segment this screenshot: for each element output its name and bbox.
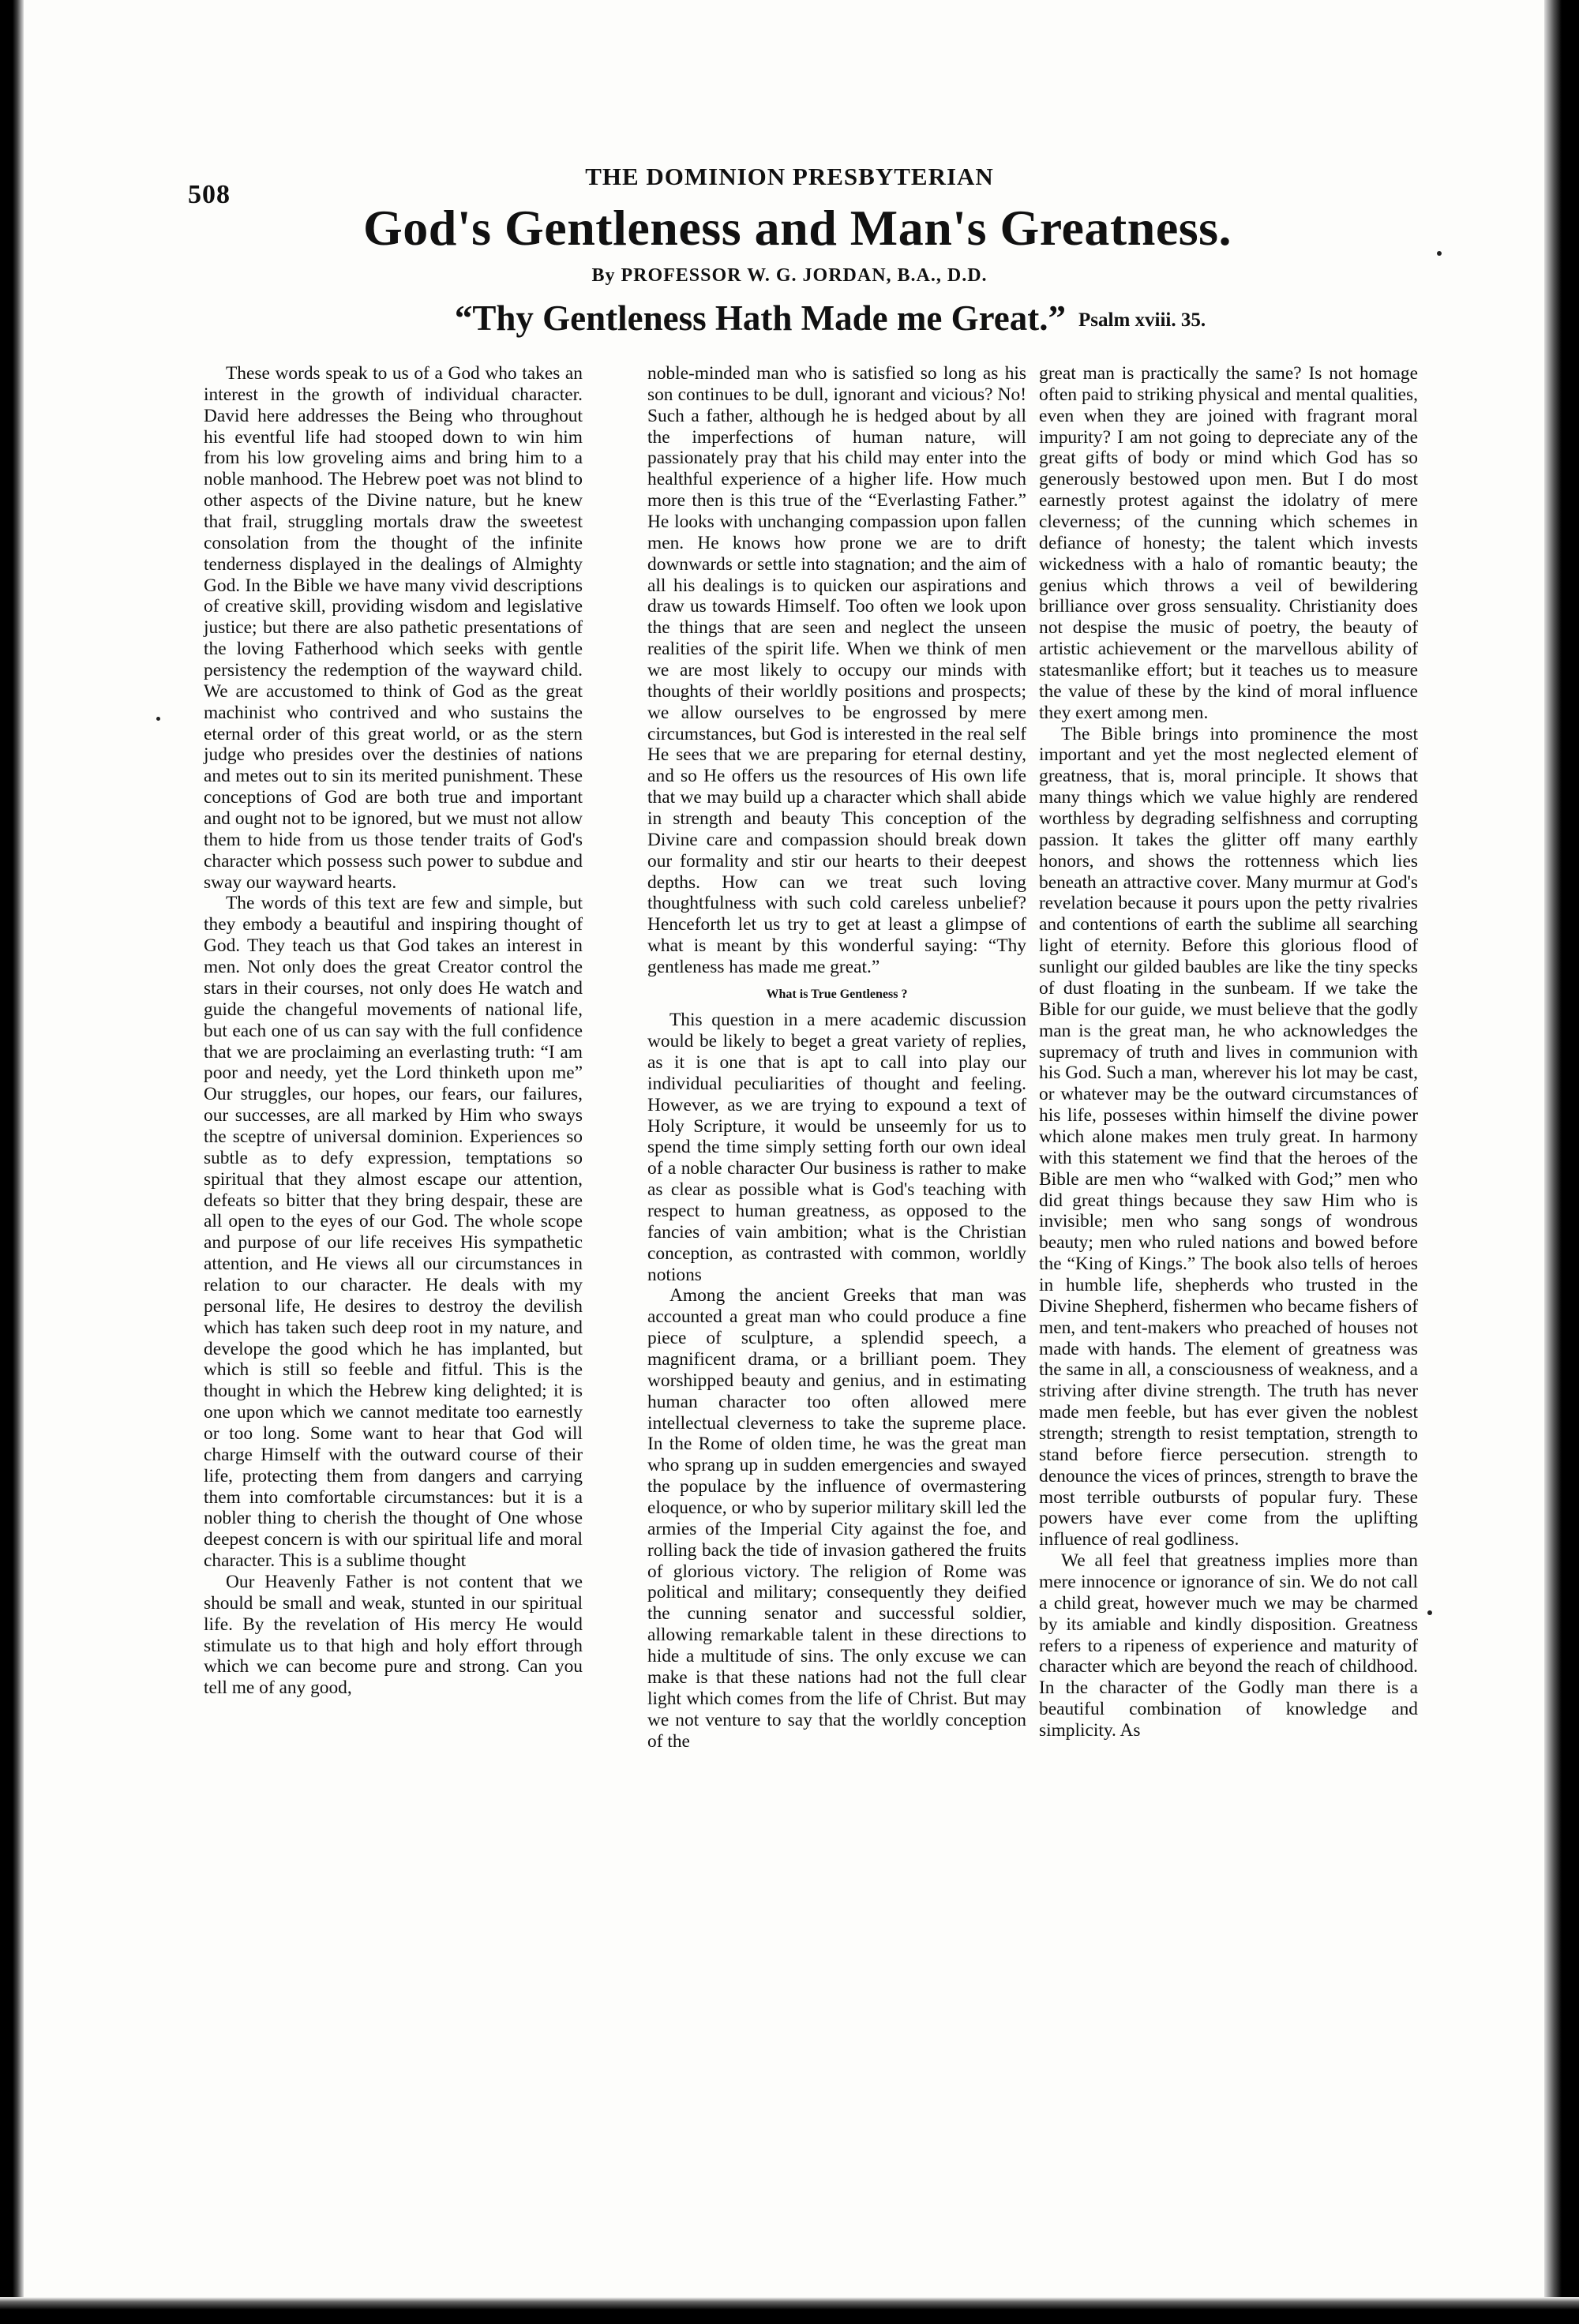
scan-border-bottom <box>0 2297 1579 2324</box>
paragraph: These words speak to us of a God who takes an interest in the growth of individual character. David here addresses the Being who throughout his eventful life had stooped down to win him from his low groveling aims and bring him to a noble manhood. The Hebrew poet was not blind to other aspects of the Divine nature, but he knew that frail, struggling mortals draw the sweetest consolation from the thought of the infinite tenderness displayed in the dealings of Almighty God. In the Bible we have many vivid descriptions of creative skill, providing wisdom and legislative justice; but there are also pathetic presentations of the loving Fatherhood which seeks with gentle persistency the redemption of the wayward child. We are accustomed to think of God as the great machinist who contrived and who sustains the eternal order of this great world, or as the stern judge who presides over the destinies of nations and metes out to sin its merited punishment. These conceptions of God are both true and important and ought not to be ignored, but we must not allow them to hide from us those tender traits of God's character which possess such power to subdue and sway our wayward hearts. <box>204 363 583 893</box>
ink-speck <box>156 717 160 721</box>
section-heading: What is True Gentleness ? <box>766 987 908 1001</box>
paragraph: The Bible brings into prominence the most important and yet the most neglected element of greatness, that is, moral principle. It shows that many things which we value highly are rendered worthless by degrading selfishness and corrupting passion. It takes the glitter off many earthly honors, and shows the rottenness which lies beneath an attractive cover. Many murmur at God's revelation because it pours upon the petty rivalries and contentions of earth the sublime all searching light of eternity. Before this glorious flood of sunlight our gilded baubles are like the tiny specks of dust floating in the sunbeam. If we take the Bible for our guide, we must believe that the godly man is the great man, he who acknowledges the supremacy of truth and lives in communion with his God. Such a man, wherever his lot may be cast, or whatever may be the outward circumstances of his life, posseses within himself the divine power which alone makes men truly great. In harmony with this statement we find that the heroes of the Bible are men who “walked with God;” men who did great things because they saw Him who is invisible; men who sang songs of wondrous beauty; men who ruled nations and bowed before the “King of Kings.” The book also tells of heroes in humble life, shepherds who trusted in the Divine Shepherd, fishermen who became fishers of men, and tent-makers who preached of houses not made with hands. The element of greatness was the same in all, a consciousness of weakness, and a striving after divine strength. The truth has never made men feeble, but has ever given the noblest strength; strength to resist temptation, strength to stand before fierce persecution. strength to denounce the vices of princes, strength to brave the most terrible outbursts of popular fury. These powers have ever come from the uplifting influence of real godliness. <box>1039 723 1419 1550</box>
running-head: THE DOMINION PRESBYTERIAN <box>585 163 994 190</box>
text-column-1 <box>204 363 583 1699</box>
paragraph: Among the ancient Greeks that man was accounted a great man who could produce a fine piece of sculpture, a splendid speech, a magnificent drama, or a brilliant poem. They worshipped beauty and genius, and in estimating human character too often allowed mere intellectual cleverness to take the supreme place. In the Rome of olden time, he was the great man who sprang up in sudden emergencies and swayed the populace by the influence of overmastering eloquence, or who by superior military skill led the armies of the Imperial City against the foe, and rolling back the tide of invasion gathered the fruits of glorious victory. The religion of Rome was political and military; consequently they deified the cunning senator and successful soldier, allowing remarkable talent in these directions to hide a multitude of sins. The only excuse we can make is that these nations had not the full clear light which comes from the life of Christ. But may we not venture to say that the worldly conception of the <box>647 1285 1026 1752</box>
article-title: God's Gentleness and Man's Greatness. <box>362 200 1232 256</box>
ink-speck <box>1437 251 1442 256</box>
ink-speck <box>1427 1610 1432 1615</box>
scripture-reference: Psalm xviii. 35. <box>1078 309 1206 331</box>
paragraph: We all feel that greatness implies more than mere innocence or ignorance of sin. We do not call a child great, however much we may be charmed by its amiable and kindly disposition. Greatness refers to a ripeness of experience and maturity of character which are beyond the reach of childhood. In the character of the Godly man there is a beautiful combination of knowledge and simplicity. As <box>1039 1550 1418 1741</box>
article-byline: By PROFESSOR W. G. JORDAN, B.A., D.D. <box>591 265 988 286</box>
paragraph: Our Heavenly Father is not content that we should be small and weak, stunted in our spiritual life. By the revelation of His mercy He would stimulate us to that high and holy effort through which we can become pure and strong. Can you tell me of any good, <box>204 1571 583 1699</box>
text-column-3 <box>1039 363 1418 1741</box>
page-number: 508 <box>188 180 231 209</box>
text-column-2 <box>647 363 1026 1752</box>
scan-border-right <box>1544 0 1579 2324</box>
paragraph: This question in a mere academic discussion would be likely to beget a great variety of replies, as it is one that is apt to call into play our individual peculiarities of thought and feeling. However, as we are trying to expound a text of Holy Scripture, it would be unseemly for us to spend the time simply setting forth our own ideal of a noble character Our business is rather to make as clear as possible what is God's teaching with respect to human greatness, as opposed to the fancies of vain ambition; what is the Christian conception, as contrasted with common, worldly notions <box>647 1010 1026 1285</box>
paragraph: The words of this text are few and simple, but they embody a beautiful and inspiring thought of God. They teach us that God takes an interest in men. Not only does the great Creator control the stars in their courses, not only does He watch and guide the changeful movements of national life, but each one of us can say with the full confidence that we are proclaiming an everlasting truth: “I am poor and needy, yet the Lord thinketh upon me” Our struggles, our hopes, our fears, our failures, our successes, are all marked by Him who sways the sceptre of universal dominion. Experiences so subtle as to defy expression, temptations so spiritual that they almost escape our attention, defeats so bitter that they bring despair, these are all open to the eyes of our God. The whole scope and purpose of our life receives His sympathetic attention, and He views all our circumstances in relation to our character. He deals with my personal life, He desires to destroy the devilish which has taken such deep root in my nature, and develope the good which he has implanted, but which is still so feeble and fitful. This is the thought in which the Hebrew king delighted; it is one upon which we cannot meditate too earnestly or too long. Some want to hear that God will charge Himself with the outward course of their life, protecting them from dangers and carrying them into comfortable circumstances: but it is a nobler thing to cherish the thought of One whose deepest concern is with our spiritual life and moral character. This is a sublime thought <box>204 893 583 1572</box>
scan-border-left <box>0 0 24 2324</box>
paragraph: noble-minded man who is satisfied so long as his son continues to be dull, ignorant and vicious? No! Such a father, although he is hedged about by all the imperfections of human nature, will passionately pray that his child may enter into the healthful experience of a higher life. How much more then is this true of the “Everlasting Father.” He looks with unchanging compassion upon fallen men. He knows how prone we are to drift downwards or settle into stagnation; and the aim of all his dealings is to quicken our aspirations and draw us towards Himself. Too often we look upon the things that are seen and neglect the unseen realities of the spirit life. When we think of men we are most likely to occupy our minds with thoughts of their worldly positions and prospects; we allow ourselves to be engrossed by mere circumstances, but God is interested in the real self He sees that we are preparing for eternal destiny, and so He offers us the resources of His own life that we may build up a character which shall abide in strength and beauty This conception of the Divine care and compassion should break down our formality and stir our hearts to their deepest depths. How can we treat such loving thoughtfulness with such cold careless unbelief? Henceforth let us try to get at least a glimpse of what is meant by this wonderful saying: “Thy gentleness has made me great.” <box>647 363 1026 978</box>
article-subtitle: “Thy Gentleness Hath Made me Great.” <box>454 298 1066 338</box>
paragraph: great man is practically the same? Is not homage often paid to striking physical and mental qualities, even when they are joined with fragrant moral impurity? I am not going to depreciate any of the great gifts of body or mind which God has so generously bestowed upon men. But I do most earnestly protest against the idolatry of mere cleverness; of the cunning which schemes in defiance of honesty; the talent which invests wickedness with a halo of romantic beauty; the genius which throws a veil of bewildering brilliance over gross sensuality. Christianity does not despise the music of poetry, the beauty of artistic achievement or the marvellous ability of statesmanlike effort; but it teaches us to measure the value of these by the kind of moral influence they exert among men. <box>1039 363 1418 723</box>
